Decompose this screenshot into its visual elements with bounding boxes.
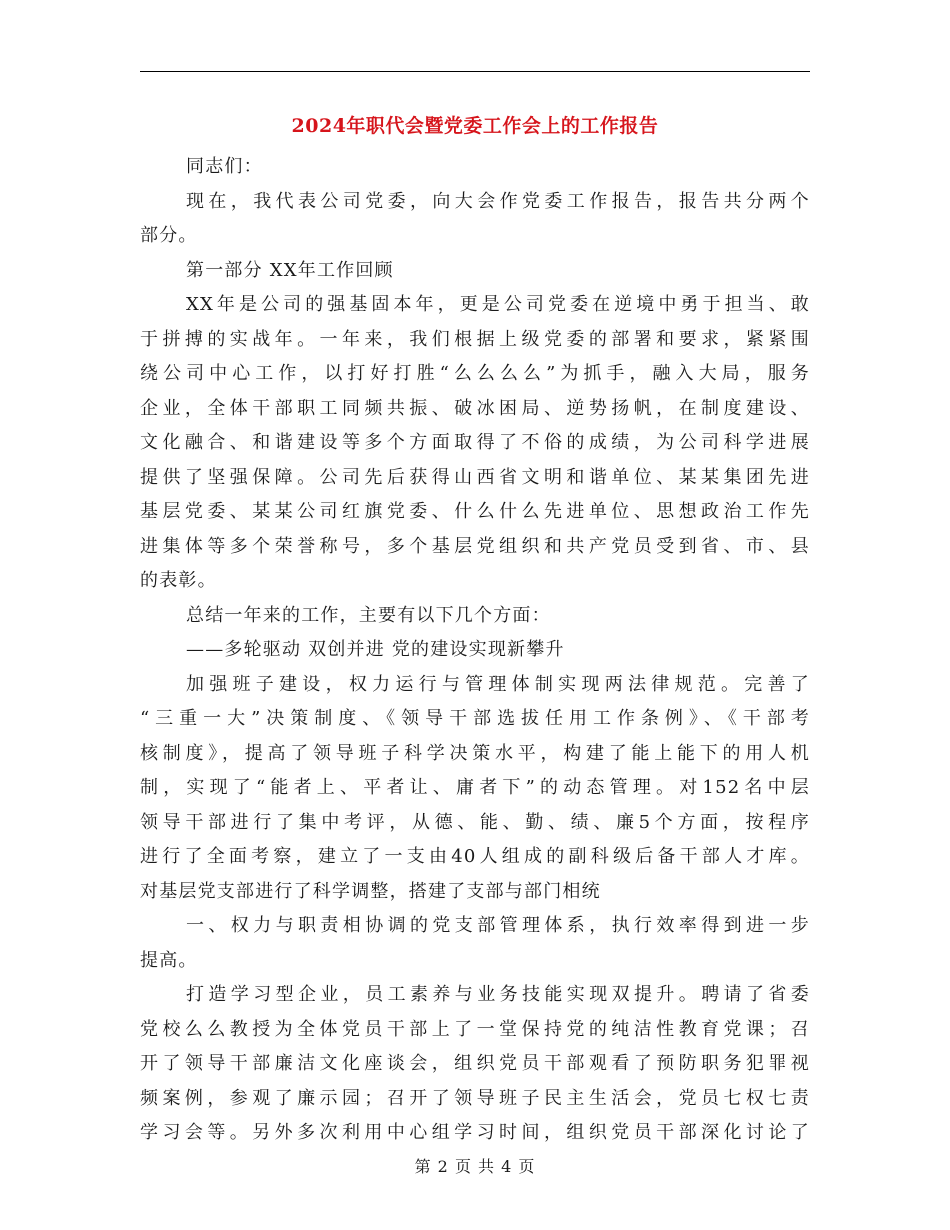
- section-heading: 第一部分 XX年工作回顾: [186, 259, 394, 281]
- body-line: 学习会等。另外多次利用中心组学习时间，组织党员干部深化讨论了: [140, 1122, 810, 1143]
- body-line: 一、权力与职责相协调的党支部管理体系，执行效率得到进一步: [186, 915, 810, 936]
- body-line: 于拼搏的实战年。一年来，我们根据上级党委的部署和要求，紧紧围: [140, 328, 810, 350]
- body-line: 基层党委、某某公司红旗党委、什么什么先进单位、思想政治工作先: [140, 501, 810, 522]
- body-line: 开了领导干部廉洁文化座谈会，组织党员干部观看了预防职务犯罪视: [140, 1053, 810, 1074]
- document-body: [140, 150, 810, 1151]
- subsection-heading: ——多轮驱动 双创并进 党的建设实现新攀升: [186, 639, 565, 660]
- body-line: 对基层党支部进行了科学调整，搭建了支部与部门相统: [140, 880, 601, 902]
- body-line: 现在，我代表公司党委，向大会作党委工作报告，报告共分两个: [186, 190, 810, 212]
- body-line: 企业，全体干部职工同频共振、破冰困局、逆势扬帆，在制度建设、: [140, 397, 810, 419]
- page-number-footer: 第 2 页 共 4 页: [414, 1157, 536, 1176]
- body-line: 提供了坚强保障。公司先后获得山西省文明和谐单位、某某集团先进: [140, 466, 810, 488]
- body-line: 打造学习型企业，员工素养与业务技能实现双提升。聘请了省委: [186, 984, 810, 1005]
- body-line: 核制度》，提高了领导班子科学决策水平，构建了能上能下的用人机: [140, 742, 810, 764]
- body-line: XX年是公司的强基固本年，更是公司党委在逆境中勇于担当、敢: [186, 294, 810, 315]
- body-line: 领导干部进行了集中考评，从德、能、勤、绩、廉5个方面，按程序: [140, 811, 810, 833]
- body-line: 部分。: [140, 225, 198, 246]
- body-line: 频案例，参观了廉示园；召开了领导班子民主生活会，党员七权七责: [140, 1087, 810, 1109]
- document-title: 2024年职代会暨党委工作会上的工作报告: [291, 115, 659, 137]
- body-line: 进行了全面考察，建立了一支由40人组成的副科级后备干部人才库。: [140, 846, 810, 867]
- body-line: 党校么么教授为全体党员干部上了一堂保持党的纯洁性教育党课；召: [140, 1018, 810, 1040]
- body-line: 的表彰。: [140, 570, 217, 591]
- body-line: 提高。: [140, 949, 198, 971]
- salutation-line: 同志们：: [186, 156, 263, 177]
- body-line: 制，实现了“能者上、平者让、庸者下”的动态管理。对152名中层: [140, 777, 810, 798]
- body-line: 总结一年来的工作，主要有以下几个方面：: [186, 604, 551, 626]
- body-line: 绕公司中心工作，以打好打胜“么么么么”为抓手，融入大局，服务: [140, 363, 810, 384]
- header-rule: [140, 71, 810, 72]
- body-line: 进集体等多个荣誉称号，多个基层党组织和共产党员受到省、市、县: [140, 535, 810, 557]
- body-line: “三重一大”决策制度、《领导干部选拔任用工作条例》、《干部考: [140, 708, 810, 729]
- body-line: 加强班子建设，权力运行与管理体制实现两法律规范。完善了: [186, 673, 810, 695]
- body-line: 文化融合、和谐建设等多个方面取得了不俗的成绩，为公司科学进展: [140, 432, 810, 453]
